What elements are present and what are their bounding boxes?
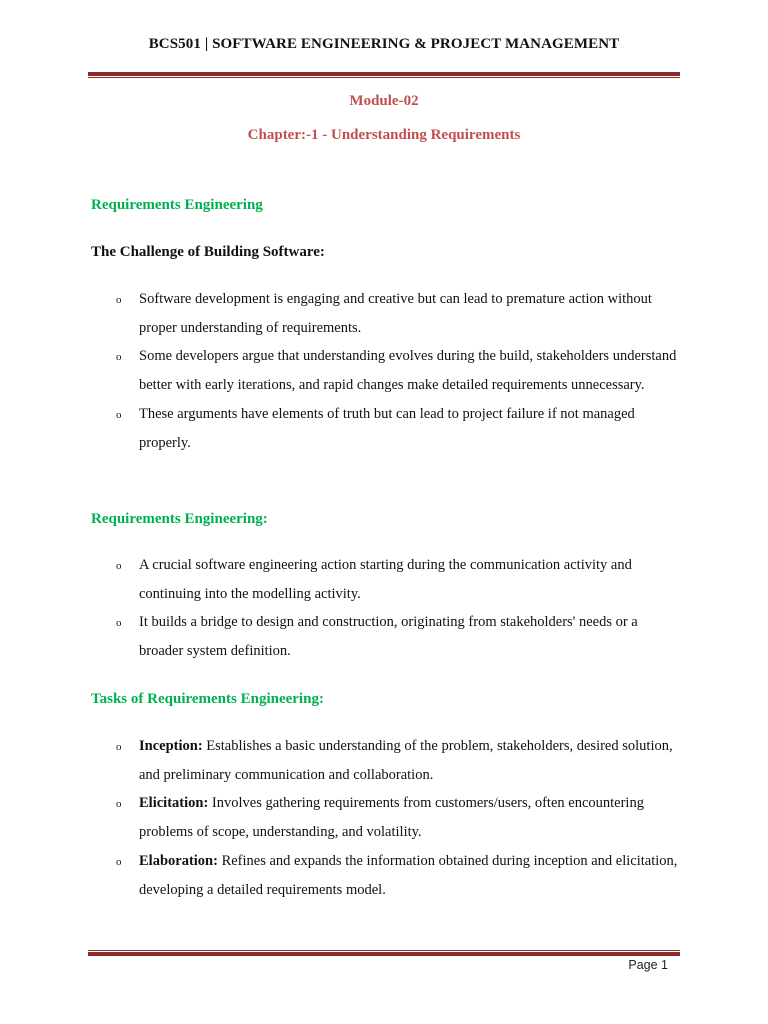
list-item-text: A crucial software engineering action starting during the communication activity and continuing into the modelling activity. (139, 557, 632, 602)
bullet-icon: o (116, 560, 122, 572)
list-item-text: Some developers argue that understanding evolves during the build, stakeholders understand better with early iterations, and rapid changes make detailed requirements unnecessary. (139, 348, 677, 394)
section-heading-requirements-engineering: Requirements Engineering (91, 197, 263, 213)
list-item-text: It builds a bridge to design and construction, originating from stakeholders' needs or a broader system definition. (139, 614, 638, 660)
list-item (0, 551, 679, 608)
re-bullet-list (0, 551, 679, 666)
list-item-text: Refines and expands the information obtained during inception and elicitation, developing a detailed requirements model. (139, 852, 678, 898)
page-number: Page 1 (628, 958, 668, 972)
list-item (0, 342, 679, 399)
bullet-icon: o (116, 294, 122, 306)
list-item (0, 400, 679, 457)
list-item (0, 732, 679, 789)
list-item-text: Establishes a basic understanding of the problem, stakeholders, desired solution, and preliminary communication and collaboration. (139, 738, 673, 783)
subheading-challenge: The Challenge of Building Software: (91, 244, 325, 260)
bullet-icon: o (116, 855, 122, 868)
list-item (0, 285, 679, 342)
list-item (0, 789, 679, 846)
term-elaboration: Elaboration: (139, 852, 218, 869)
document-header-title: BCS501 | SOFTWARE ENGINEERING & PROJECT MANAGEMENT (148, 36, 620, 52)
chapter-title: Chapter:-1 - Understanding Requirements (247, 127, 521, 143)
list-item (0, 847, 679, 904)
bullet-icon: o (116, 351, 122, 364)
list-item (0, 608, 679, 665)
bullet-icon: o (116, 617, 122, 630)
section-heading-tasks: Tasks of Requirements Engineering: (91, 691, 324, 707)
list-item-text: Software development is engaging and creative but can lead to premature action without proper understanding of requirements. (139, 291, 652, 336)
module-title: Module-02 (349, 93, 419, 109)
bullet-icon: o (116, 741, 122, 753)
footer-rule (88, 950, 680, 956)
list-item-text: Involves gathering requirements from customers/users, often encountering problems of scope, understanding, and volatility. (139, 795, 644, 841)
bullet-icon: o (116, 408, 122, 421)
bullet-icon: o (116, 798, 122, 811)
section-heading-requirements-engineering-2: Requirements Engineering: (91, 511, 268, 527)
term-elicitation: Elicitation: (139, 795, 209, 812)
list-item-text: These arguments have elements of truth but can lead to project failure if not managed properly. (139, 405, 635, 451)
challenge-bullet-list (0, 285, 679, 457)
term-inception: Inception: (139, 738, 203, 754)
tasks-bullet-list (0, 732, 679, 904)
header-rule (88, 72, 680, 78)
